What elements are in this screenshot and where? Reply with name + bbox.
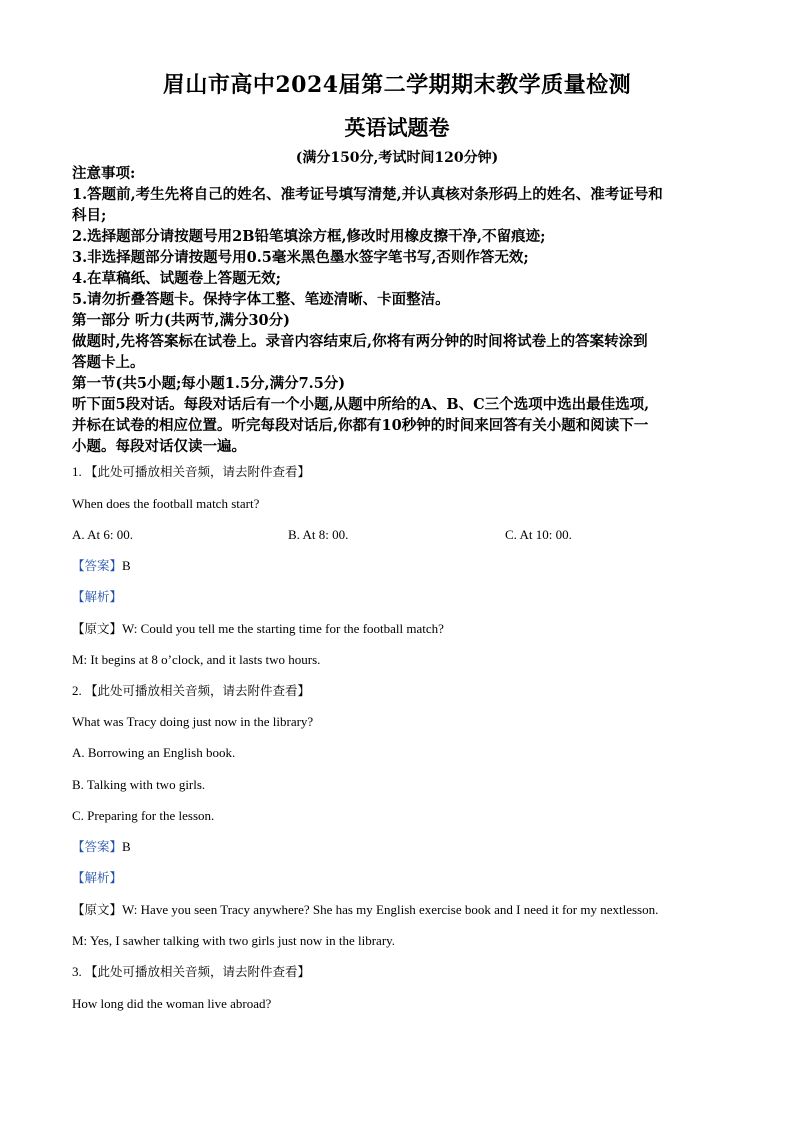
exam-subtitle: 英语试题卷 — [344, 115, 450, 140]
exam-title: 眉山市高中2024届第二学期期末教学质量检测 — [162, 72, 632, 98]
part1-heading: 第一部分 听力(共两节,满分30分) — [72, 312, 290, 329]
q2-original-w — [72, 902, 752, 918]
section1-instruction-line-3: 小题。每段对话仅读一遍。 — [72, 438, 246, 455]
q1-original-w — [72, 621, 752, 637]
q2-audio-line — [72, 683, 752, 699]
q2-number: 2. — [72, 683, 82, 698]
q1-original-label: 【原文】 — [72, 621, 123, 636]
part1-instruction-line-2: 答题卡上。 — [72, 354, 145, 371]
q2-original-m: M: Yes, I sawher talking with two girls just now in the library. — [72, 933, 396, 948]
q1-option-a: A. At 6: 00. — [72, 527, 134, 542]
section1-heading: 第一节(共5小题;每小题1.5分,满分7.5分) — [72, 375, 346, 392]
q2-analysis-label: 【解析】 — [72, 870, 123, 885]
section1-instruction-line-1: 听下面5段对话。每段对话后有一个小题,从题中所给的A、B、C三个选项中选出最佳选项, — [72, 396, 650, 413]
section1-instruction-line-2: 并标在试卷的相应位置。听完每段对话后,你都有10秒钟的时间来回答有关小题和阅读下一 — [72, 417, 649, 434]
q3-number: 3. — [72, 964, 82, 979]
q3-question: How long did the woman live abroad? — [72, 996, 272, 1011]
q2-answer-line — [72, 839, 752, 855]
q2-analysis-line — [72, 870, 752, 886]
q1-answer-label: 【答案】 — [72, 558, 123, 573]
q2-audio-link[interactable]: 【此处可播放相关音频，请去附件查看】 — [85, 683, 311, 698]
q2-option-c: C. Preparing for the lesson. — [72, 808, 215, 823]
q2-answer: B — [122, 839, 131, 854]
q3-audio-link[interactable]: 【此处可播放相关音频，请去附件查看】 — [85, 964, 311, 979]
q2-question: What was Tracy doing just now in the library? — [72, 714, 314, 729]
notes-heading: 注意事项: — [72, 165, 136, 182]
note-5: 5.请勿折叠答题卡。保持字体工整、笔迹清晰、卡面整洁。 — [72, 291, 450, 308]
q1-option-b: B. At 8: 00. — [288, 527, 349, 542]
q1-original-w-text: W: Could you tell me the starting time for the football match? — [122, 621, 444, 636]
q1-answer: B — [122, 558, 131, 573]
q2-answer-label: 【答案】 — [72, 839, 123, 854]
q1-option-c: C. At 10: 00. — [505, 527, 572, 542]
q1-question: When does the football match start? — [72, 496, 260, 511]
note-2: 2.选择题部分请按题号用2B铅笔填涂方框,修改时用橡皮擦干净,不留痕迹; — [72, 228, 546, 245]
q2-option-b: B. Talking with two girls. — [72, 777, 206, 792]
q1-audio-line — [72, 464, 752, 480]
note-3: 3.非选择题部分请按题号用0.5毫米黑色墨水签字笔书写,否则作答无效; — [72, 249, 529, 266]
q1-audio-link[interactable]: 【此处可播放相关音频，请去附件查看】 — [85, 464, 311, 479]
q3-audio-line — [72, 964, 752, 980]
part1-instruction-line-1: 做题时,先将答案标在试卷上。录音内容结束后,你将有两分钟的时间将试卷上的答案转涂到 — [72, 333, 648, 350]
q1-number: 1. — [72, 464, 82, 479]
q1-analysis-label: 【解析】 — [72, 589, 123, 604]
note-1-line-2: 科目; — [72, 207, 107, 224]
q2-original-label: 【原文】 — [72, 902, 123, 917]
q2-original-w-text: W: Have you seen Tracy anywhere? She has my English exercise book and I need it for my nextlesson. — [122, 902, 659, 917]
q1-analysis-line — [72, 589, 752, 605]
q1-original-m: M: It begins at 8 o’clock, and it lasts two hours. — [72, 652, 321, 667]
note-1-line-1: 1.答题前,考生先将自己的姓名、准考证号填写清楚,并认真核对条形码上的姓名、准考证号和 — [72, 186, 663, 203]
score-time-note: (满分150分,考试时间120分钟) — [295, 150, 499, 166]
q1-answer-line — [72, 558, 752, 574]
q2-option-a: A. Borrowing an English book. — [72, 745, 236, 760]
notes-block — [72, 163, 732, 457]
note-4: 4.在草稿纸、试题卷上答题无效; — [72, 270, 281, 287]
